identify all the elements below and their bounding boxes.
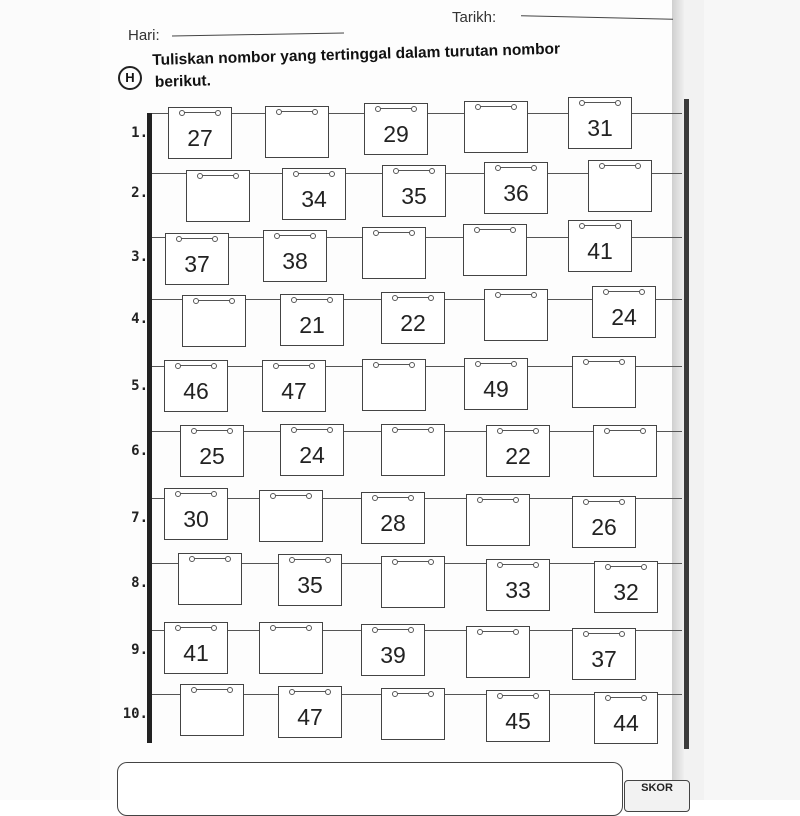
clip-icon xyxy=(501,564,535,565)
row-number: 1. xyxy=(131,125,148,141)
exercise-row xyxy=(131,289,682,349)
answer-box[interactable] xyxy=(381,424,445,476)
clip-icon xyxy=(587,501,621,502)
clip-icon xyxy=(295,299,329,300)
answer-box[interactable] xyxy=(178,553,242,605)
answer-box[interactable] xyxy=(259,490,323,542)
exercise-row xyxy=(122,684,682,744)
clip-icon xyxy=(377,364,411,365)
score-box xyxy=(117,762,623,816)
number-card xyxy=(364,103,428,155)
row-number: 3. xyxy=(131,249,148,265)
card-number: 45 xyxy=(505,708,531,734)
card-number: 47 xyxy=(281,378,307,404)
number-card xyxy=(164,488,228,540)
exercise-row xyxy=(131,163,682,223)
card-number: 46 xyxy=(183,378,209,404)
row-number: 9. xyxy=(131,642,148,658)
clip-icon xyxy=(608,430,642,431)
exercise-row xyxy=(131,553,682,613)
clip-icon xyxy=(479,106,513,107)
clip-icon xyxy=(501,695,535,696)
clip-icon xyxy=(179,627,213,628)
answer-box[interactable] xyxy=(593,425,657,477)
answer-box[interactable] xyxy=(463,224,527,276)
clip-icon xyxy=(201,175,235,176)
clip-icon xyxy=(607,291,641,292)
number-card xyxy=(382,165,446,217)
card-number: 24 xyxy=(611,304,637,330)
number-card xyxy=(568,97,632,149)
clip-icon xyxy=(195,430,229,431)
exercise-row xyxy=(131,620,682,680)
card-number: 35 xyxy=(297,572,323,598)
clip-icon xyxy=(587,633,621,634)
clip-icon xyxy=(478,229,512,230)
answer-box[interactable] xyxy=(572,356,636,408)
card-number: 49 xyxy=(483,376,509,402)
answer-box[interactable] xyxy=(186,170,250,222)
answer-box[interactable] xyxy=(381,556,445,608)
hari-label: Hari: xyxy=(128,27,160,44)
answer-box[interactable] xyxy=(466,494,530,546)
clip-icon xyxy=(183,112,217,113)
card-number: 35 xyxy=(401,183,427,209)
exercise-row xyxy=(131,421,682,481)
card-number: 22 xyxy=(400,310,426,336)
number-card xyxy=(278,686,342,738)
card-number: 47 xyxy=(297,704,323,730)
clip-icon xyxy=(193,558,227,559)
clip-icon xyxy=(274,627,308,628)
card-number: 31 xyxy=(587,115,613,141)
number-card xyxy=(568,220,632,272)
skor-box xyxy=(624,780,690,812)
answer-box[interactable] xyxy=(182,295,246,347)
clip-icon xyxy=(479,363,513,364)
clip-icon xyxy=(583,225,617,226)
answer-box[interactable] xyxy=(381,688,445,740)
exercise-row xyxy=(131,356,682,416)
clip-icon xyxy=(499,167,533,168)
number-card xyxy=(168,107,232,159)
clip-icon xyxy=(293,691,327,692)
clip-icon xyxy=(396,429,430,430)
answer-box[interactable] xyxy=(484,289,548,341)
card-number: 36 xyxy=(503,180,529,206)
card-number: 39 xyxy=(380,642,406,668)
number-card xyxy=(486,690,550,742)
clip-icon xyxy=(396,693,430,694)
clip-icon xyxy=(481,631,515,632)
clip-icon xyxy=(609,697,643,698)
number-card xyxy=(594,692,658,744)
number-card xyxy=(464,358,528,410)
number-card xyxy=(361,492,425,544)
clip-icon xyxy=(180,238,214,239)
card-number: 34 xyxy=(301,186,327,212)
number-card xyxy=(278,554,342,606)
answer-box[interactable] xyxy=(362,227,426,279)
clip-icon xyxy=(603,165,637,166)
number-card xyxy=(263,230,327,282)
clip-icon xyxy=(583,102,617,103)
number-card xyxy=(486,425,550,477)
instruction-line-2: berikut. xyxy=(154,72,212,91)
clip-icon xyxy=(179,493,213,494)
number-card xyxy=(164,360,228,412)
clip-icon xyxy=(499,294,533,295)
card-number: 44 xyxy=(613,710,639,736)
card-number: 28 xyxy=(380,510,406,536)
row-number: 10. xyxy=(122,706,148,722)
tarikh-label: Tarikh: xyxy=(452,9,497,26)
row-number: 5. xyxy=(131,378,148,394)
card-number: 22 xyxy=(505,443,531,469)
clip-icon xyxy=(501,430,535,431)
number-card xyxy=(361,624,425,676)
clip-icon xyxy=(297,173,331,174)
clip-icon xyxy=(197,300,231,301)
card-number: 24 xyxy=(299,442,325,468)
clip-icon xyxy=(481,499,515,500)
card-number: 41 xyxy=(587,238,613,264)
card-number: 38 xyxy=(282,248,308,274)
right-pole xyxy=(684,99,689,749)
answer-box[interactable] xyxy=(466,626,530,678)
row-number: 6. xyxy=(131,443,148,459)
clip-icon xyxy=(278,235,312,236)
background-left xyxy=(0,0,100,800)
answer-box[interactable] xyxy=(180,684,244,736)
clip-icon xyxy=(397,170,431,171)
card-number: 32 xyxy=(613,579,639,605)
section-letter-badge: H xyxy=(118,66,142,90)
clip-icon xyxy=(609,566,643,567)
number-card xyxy=(486,559,550,611)
clip-icon xyxy=(277,365,311,366)
clip-icon xyxy=(396,561,430,562)
card-number: 37 xyxy=(184,251,210,277)
answer-box[interactable] xyxy=(265,106,329,158)
answer-box[interactable] xyxy=(464,101,528,153)
row-number: 8. xyxy=(131,575,148,591)
card-number: 37 xyxy=(591,646,617,672)
clip-icon xyxy=(379,108,413,109)
clip-icon xyxy=(179,365,213,366)
card-number: 41 xyxy=(183,640,209,666)
card-number: 26 xyxy=(591,514,617,540)
card-number: 27 xyxy=(187,125,213,151)
number-card xyxy=(572,496,636,548)
clip-icon xyxy=(280,111,314,112)
clip-icon xyxy=(587,361,621,362)
exercise-row xyxy=(131,227,682,287)
clip-icon xyxy=(376,629,410,630)
number-card xyxy=(572,628,636,680)
number-card xyxy=(280,294,344,346)
exercise-row xyxy=(131,488,682,548)
clip-icon xyxy=(195,689,229,690)
answer-box[interactable] xyxy=(588,160,652,212)
number-card xyxy=(164,622,228,674)
number-card xyxy=(594,561,658,613)
card-number: 29 xyxy=(383,121,409,147)
number-card xyxy=(592,286,656,338)
number-card xyxy=(381,292,445,344)
card-number: 25 xyxy=(199,443,225,469)
number-card xyxy=(262,360,326,412)
instruction-line-1: Tuliskan nombor yang tertinggal dalam turutan nombor xyxy=(152,40,561,69)
number-card xyxy=(280,424,344,476)
clip-icon xyxy=(376,497,410,498)
row-number: 4. xyxy=(131,311,148,327)
skor-label: SKOR xyxy=(641,782,673,794)
card-number: 21 xyxy=(299,312,325,338)
row-number: 7. xyxy=(131,510,148,526)
number-card xyxy=(282,168,346,220)
card-number: 33 xyxy=(505,577,531,603)
answer-box[interactable] xyxy=(362,359,426,411)
clip-icon xyxy=(377,232,411,233)
answer-box[interactable] xyxy=(259,622,323,674)
clip-icon xyxy=(396,297,430,298)
number-card xyxy=(180,425,244,477)
card-number: 30 xyxy=(183,506,209,532)
number-card xyxy=(484,162,548,214)
clip-icon xyxy=(293,559,327,560)
clip-icon xyxy=(274,495,308,496)
row-number: 2. xyxy=(131,185,148,201)
number-card xyxy=(165,233,229,285)
exercise-row xyxy=(131,103,682,163)
clip-icon xyxy=(295,429,329,430)
